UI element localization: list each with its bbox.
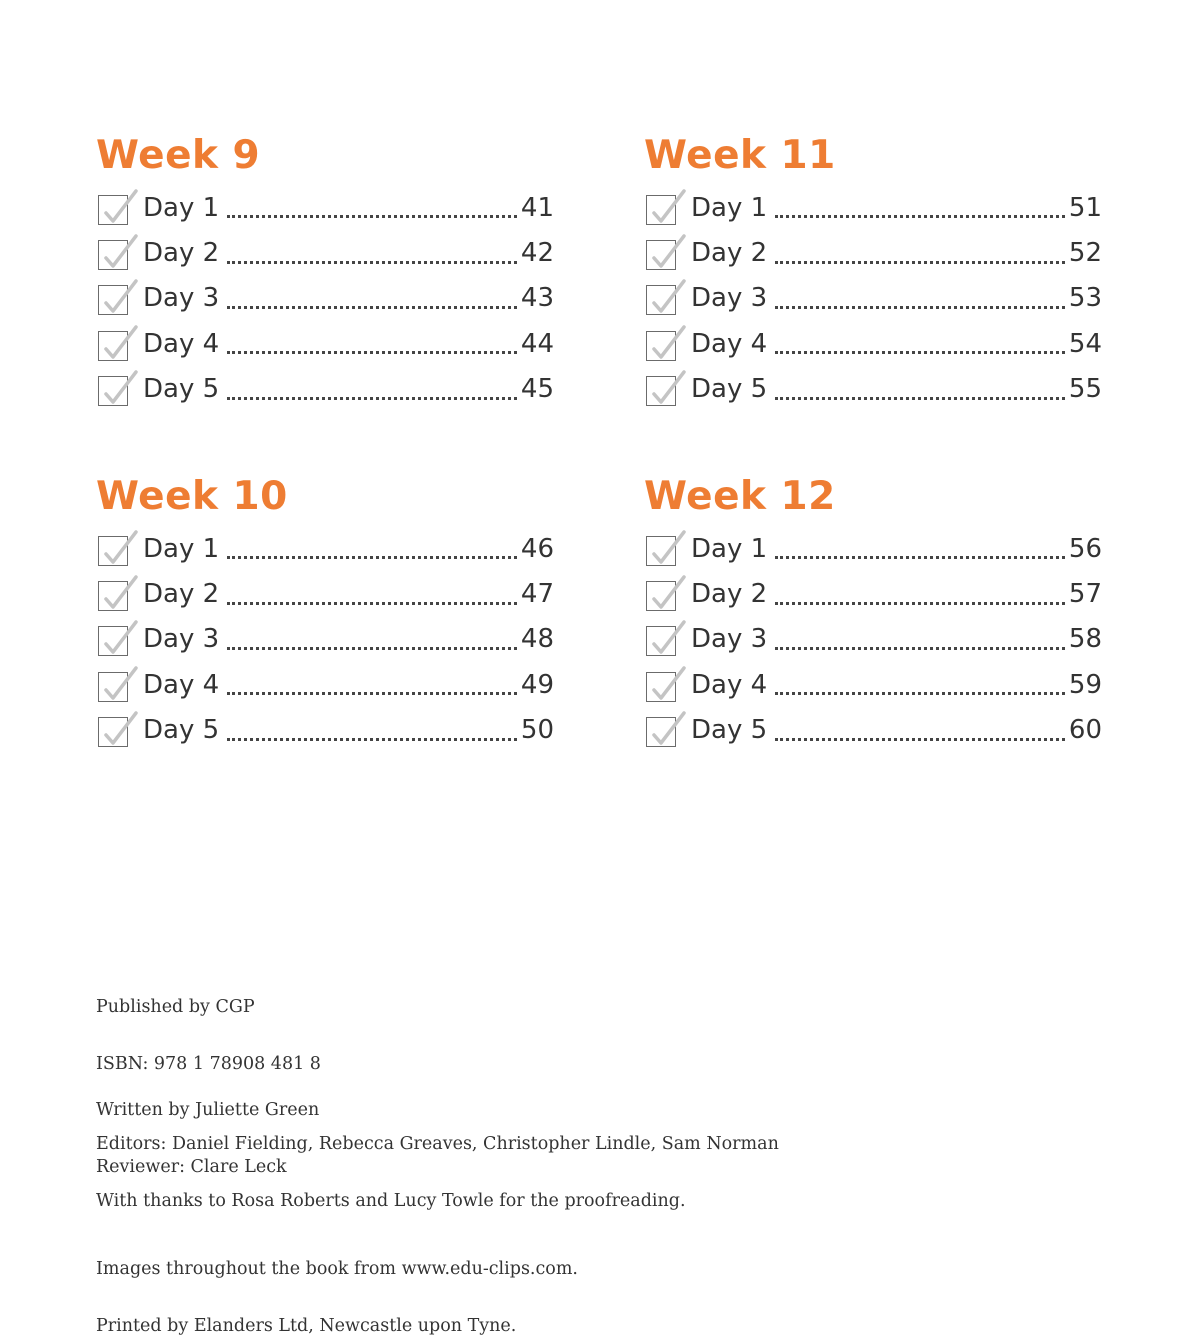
page-number: 44 [520,328,554,359]
dot-leader [227,738,517,741]
day-row [644,367,1102,412]
page-number: 52 [1068,238,1102,269]
dot-leader [227,215,517,218]
dot-leader [775,692,1065,695]
page-number: 50 [520,715,554,746]
day-row [96,617,554,662]
checkbox-tick-icon[interactable] [98,581,128,611]
page-number: 49 [520,669,554,700]
dot-leader [775,306,1065,309]
week-title: Week 10 [96,474,288,519]
dot-leader [775,602,1065,605]
week-12-section [644,471,1102,753]
day-label: Day 5 [691,374,768,405]
day-row [644,321,1102,366]
checkbox-tick-icon[interactable] [646,581,676,611]
dot-leader [775,351,1065,354]
day-label: Day 2 [143,238,220,269]
day-list [96,526,554,753]
day-label: Day 2 [143,579,220,610]
page-number: 60 [1068,715,1102,746]
written-by: Written by Juliette Green [96,1100,320,1120]
day-label: Day 2 [691,238,768,269]
page-number: 51 [1068,192,1102,223]
page-number: 41 [520,192,554,223]
day-label: Day 4 [691,328,768,359]
checkbox-tick-icon[interactable] [646,240,676,270]
page-number: 57 [1068,579,1102,610]
checkbox-tick-icon[interactable] [646,195,676,225]
checkbox-tick-icon[interactable] [98,536,128,566]
page-number: 45 [520,374,554,405]
isbn: ISBN: 978 1 78908 481 8 [96,1054,321,1074]
day-row [644,708,1102,753]
day-row [96,526,554,571]
day-label: Day 3 [143,283,220,314]
day-row [96,367,554,412]
day-row [96,662,554,707]
day-label: Day 5 [143,715,220,746]
day-label: Day 1 [691,192,768,223]
checkbox-tick-icon[interactable] [646,376,676,406]
checkbox-tick-icon[interactable] [98,195,128,225]
day-label: Day 3 [691,624,768,655]
checkbox-tick-icon[interactable] [646,331,676,361]
day-list [644,526,1102,753]
page-number: 55 [1068,374,1102,405]
dot-leader [227,397,517,400]
checkbox-tick-icon[interactable] [98,240,128,270]
day-row [96,230,554,275]
day-label: Day 4 [143,328,220,359]
day-label: Day 4 [143,669,220,700]
day-row [644,526,1102,571]
proofreading-thanks: With thanks to Rosa Roberts and Lucy Towle for the proofreading. [96,1191,686,1211]
page-number: 48 [520,624,554,655]
day-row [644,617,1102,662]
day-row [644,662,1102,707]
checkbox-tick-icon[interactable] [646,672,676,702]
day-row [96,185,554,230]
dot-leader [227,351,517,354]
week-title: Week 11 [644,133,836,178]
day-label: Day 4 [691,669,768,700]
day-row [96,708,554,753]
checkbox-tick-icon[interactable] [98,672,128,702]
dot-leader [775,397,1065,400]
day-row [644,571,1102,616]
day-label: Day 3 [691,283,768,314]
checkbox-tick-icon[interactable] [646,626,676,656]
dot-leader [227,261,517,264]
week-title: Week 12 [644,474,836,519]
image-credits: Images throughout the book from www.edu-clips.com. [96,1259,578,1279]
checkbox-tick-icon[interactable] [98,717,128,747]
day-label: Day 2 [691,579,768,610]
page-number: 56 [1068,533,1102,564]
week-11-section [644,130,1102,412]
day-label: Day 3 [143,624,220,655]
day-list [644,185,1102,412]
checkbox-tick-icon[interactable] [646,717,676,747]
day-row [644,185,1102,230]
checkbox-tick-icon[interactable] [98,331,128,361]
day-label: Day 1 [691,533,768,564]
dot-leader [227,556,517,559]
day-row [96,276,554,321]
day-row [644,276,1102,321]
dot-leader [775,647,1065,650]
dot-leader [227,306,517,309]
day-list [96,185,554,412]
week-9-section [96,130,554,412]
day-label: Day 1 [143,192,220,223]
week-title: Week 9 [96,133,261,178]
day-label: Day 5 [143,374,220,405]
page-number: 43 [520,283,554,314]
checkbox-tick-icon[interactable] [98,285,128,315]
dot-leader [775,261,1065,264]
page-number: 58 [1068,624,1102,655]
page-number: 53 [1068,283,1102,314]
page-number: 46 [520,533,554,564]
dot-leader [775,556,1065,559]
editors: Editors: Daniel Fielding, Rebecca Greaves, Christopher Lindle, Sam Norman [96,1134,779,1154]
printed-by: Printed by Elanders Ltd, Newcastle upon Tyne. [96,1316,517,1336]
dot-leader [227,647,517,650]
day-row [96,321,554,366]
page-number: 42 [520,238,554,269]
checkbox-tick-icon[interactable] [98,376,128,406]
checkbox-tick-icon[interactable] [646,536,676,566]
published-by: Published by CGP [96,997,255,1017]
week-10-section [96,471,554,753]
reviewer: Reviewer: Clare Leck [96,1157,287,1177]
page-number: 47 [520,579,554,610]
dot-leader [775,215,1065,218]
page-number: 54 [1068,328,1102,359]
page-number: 59 [1068,669,1102,700]
day-row [644,230,1102,275]
checkbox-tick-icon[interactable] [646,285,676,315]
dot-leader [227,602,517,605]
day-label: Day 5 [691,715,768,746]
day-row [96,571,554,616]
checkbox-tick-icon[interactable] [98,626,128,656]
day-label: Day 1 [143,533,220,564]
dot-leader [775,738,1065,741]
dot-leader [227,692,517,695]
